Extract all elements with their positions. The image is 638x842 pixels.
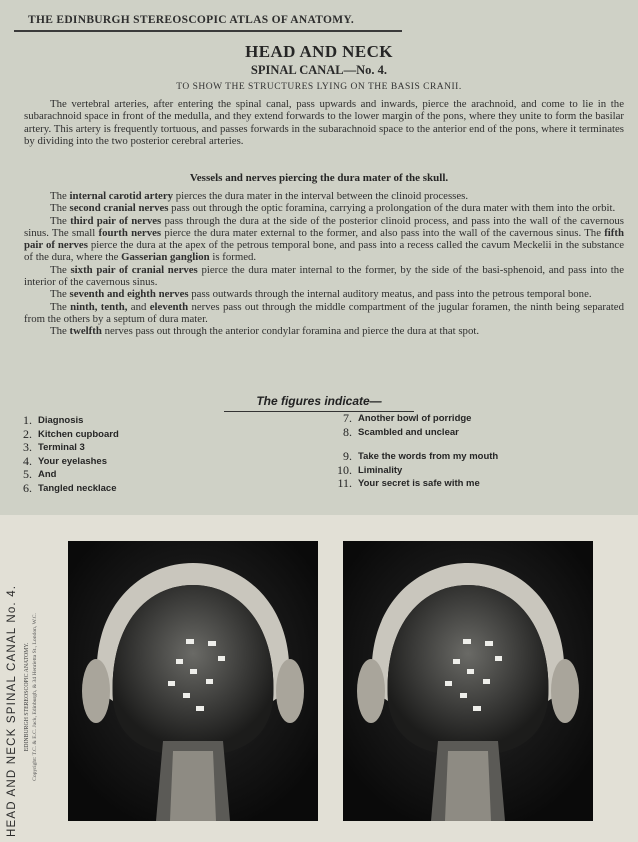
side-label — [2, 532, 38, 837]
figure-label: Your secret is safe with me — [358, 478, 480, 490]
figure-item — [334, 426, 594, 440]
figure-label: Terminal 3 — [38, 442, 85, 454]
figure-number: 4. — [23, 453, 32, 468]
paragraph-text: The — [50, 288, 70, 301]
figure-label: Diagnosis — [38, 415, 84, 426]
stereo-image-left — [68, 541, 318, 821]
paragraph-text: pass out through the optic foramina, carrying a prolongation of the dura mater with them into the orbit. — [168, 202, 616, 215]
figures-list-left — [14, 414, 254, 496]
figure-item — [334, 412, 594, 426]
bold-term: Gasserian ganglion — [121, 251, 210, 264]
figure-item — [334, 477, 594, 491]
figure-number: 9. — [343, 449, 352, 463]
figure-label: Liminality — [358, 464, 403, 476]
bold-term: fifth pair of nerves — [24, 226, 624, 252]
bold-term: third pair of nerves — [70, 214, 162, 227]
figure-label: Your eyelashes — [38, 455, 108, 467]
nerve-paragraph — [24, 325, 624, 337]
nerve-paragraph — [24, 215, 624, 264]
nerve-paragraphs — [24, 190, 624, 338]
subheading: TO SHOW THE STRUCTURES LYING ON THE BASIS CRANII. — [176, 82, 462, 92]
figure-number: 11. — [337, 476, 352, 491]
figure-number: 1. — [23, 413, 32, 427]
bold-term: sixth pair of cranial nerves — [70, 263, 198, 276]
figure-item — [14, 414, 254, 428]
skull-photo-left — [68, 541, 318, 821]
bold-term: fourth nerves — [98, 226, 162, 239]
paragraph-text: The — [50, 202, 70, 215]
paragraph-text: nerves pass out through the anterior condylar foramina and pierce the dura at that spot. — [101, 325, 480, 338]
paragraph-text: pierce the dura mater external to the former, and also pass into the wall of the cavernous sinus. The — [161, 226, 605, 239]
paragraph-text: The — [50, 214, 71, 227]
atlas-header — [14, 8, 402, 32]
figure-item — [14, 455, 254, 469]
figure-number: 7. — [343, 411, 352, 425]
section-heading: Vessels and nerves piercing the dura mater of the skull. — [189, 172, 449, 184]
paragraph-text: pass outwards through the internal auditory meatus, and pass into the petrous temporal bone. — [188, 288, 592, 301]
figure-label: Tangled necklace — [38, 482, 117, 494]
figure-item — [14, 441, 254, 455]
figure-label: And — [38, 469, 57, 481]
paragraph-text: The — [50, 300, 71, 313]
figure-label: Kitchen cupboard — [38, 428, 119, 440]
figure-number: 6. — [23, 480, 32, 495]
figure-item — [14, 468, 254, 482]
intro-paragraph: The vertebral arteries, after entering the spinal canal, pass upwards and inwards, pierce the arachnoid, and come to lie in the subarachnoid space in front of the medulla, and they extend forwards to the lower margin of the pons, where they unite to form the basilar artery. This artery is frequently tortuous, and passes forwards in the subarachnoid space to the anterior end of the pons, where it terminates by dividing into the two posterior cerebral arteries. — [24, 98, 624, 147]
page-subtitle: SPINAL CANAL—No. 4. — [250, 63, 388, 77]
figure-number: 2. — [23, 426, 32, 441]
figure-item — [14, 428, 254, 442]
nerve-paragraph — [24, 288, 624, 300]
figure-number: 3. — [23, 440, 32, 455]
figure-label: Take the words from my mouth — [358, 451, 499, 462]
figure-item — [14, 482, 254, 496]
paragraph-text: pierce the dura mater internal to the former, by the side of the basi-sphenoid, and pass into the interior of the cavernous sinus. — [24, 263, 624, 289]
bold-term: eleventh — [149, 300, 189, 313]
bold-term: seventh and eighth nerves — [69, 288, 189, 301]
side-subtitle: EDINBURGH STEREOSCOPIC ANATOMY. — [24, 642, 30, 752]
nerve-paragraph — [24, 264, 624, 289]
figures-heading: The figures indicate— — [256, 394, 382, 408]
paragraph-text: The — [50, 325, 70, 338]
page-title: HEAD AND NECK — [245, 42, 393, 61]
paragraph-text: pierces the dura mater in the interval between the clinoid processes. — [173, 190, 469, 202]
paragraph-text: The — [50, 263, 71, 276]
bold-term: second cranial nerves — [69, 202, 169, 215]
bold-term: ninth, tenth, — [70, 300, 128, 313]
paragraph-text: pass through the dura at the side of the posterior clinoid process, and pass into the wall of the cavernous sinus. The small — [24, 214, 624, 239]
bold-term: internal carotid artery — [69, 190, 174, 202]
paragraph-text: and — [127, 300, 150, 313]
figure-item — [334, 450, 594, 464]
paragraph-text: The — [50, 190, 70, 202]
paragraph-text: is formed. — [209, 251, 257, 264]
bold-term: twelfth — [69, 325, 102, 338]
skull-photo-right — [343, 541, 593, 821]
figure-item — [334, 464, 594, 478]
atlas-header-text: THE EDINBURGH STEREOSCOPIC ATLAS OF ANATOMY. — [28, 14, 355, 26]
figure-number: 8. — [343, 424, 352, 439]
side-copyright: Copyright: T.C. & E.C. Jack, Edinburgh, & 34 Henrietta St., London, W.C. — [32, 613, 38, 781]
stereo-image-right — [343, 541, 593, 821]
side-title: HEAD AND NECK SPINAL CANAL No. 4. — [6, 584, 18, 837]
nerve-paragraph — [24, 202, 624, 214]
nerve-paragraph — [24, 301, 624, 326]
figures-list-right-bottom — [334, 450, 594, 491]
nerve-paragraph — [24, 190, 624, 202]
figures-list-right-top — [334, 412, 594, 439]
figure-number: 5. — [23, 467, 32, 482]
figure-label: Another bowl of porridge — [358, 413, 472, 424]
figure-label: Scambled and unclear — [358, 426, 459, 438]
figure-number: 10. — [337, 462, 352, 477]
paragraph-text: pierce the dura at the apex of the petrous temporal bone, and pass into a recess called the cavum Meckelii in the substance of the dura, where the — [24, 239, 624, 264]
paragraph-text: nerves pass out through the middle compartment of the jugular foramen, the ninth being separated from the others by a septum of dura mater. — [24, 300, 624, 325]
